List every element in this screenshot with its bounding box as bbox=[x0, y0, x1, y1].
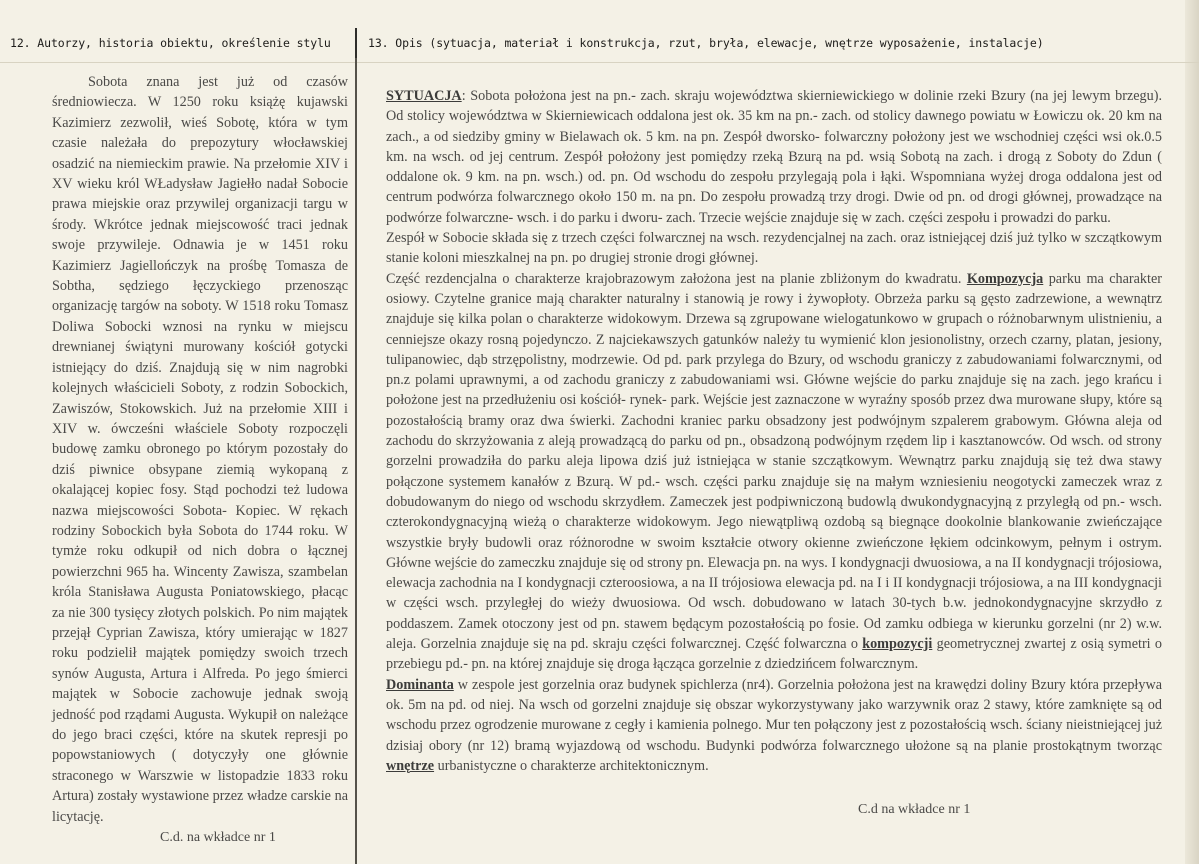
residential-part-paragraph bbox=[386, 269, 1162, 675]
wnetrze-label: wnętrze bbox=[386, 757, 435, 774]
section-12-heading: 12. Autorzy, historia obiektu, określenie stylu bbox=[10, 36, 331, 50]
residential-text-b: parku ma charakter osiowy. Czytelne granice mają charakter naturalny i stanowią je rowy i żywopłoty. Obrzeża parku są gęsto zadrzewione, a wewnątrz znajduje się kilka polan o charakterze widokowym. Drzewa są zgrupowane wielogatunkowo w grupach o różnobarwnym ulistnieniu, a cenniejsze okazy rosną pojedynczo. Z najciekawszych gatunków należy tu wymienić klon jesionolistny, orzech czarny, platan, jesiony, tulipanowiec, dąb strzępolistny, modrzewie. Od pd. park przylega do Bzury, od wschodu graniczy z zabudowaniami folwarcznymi, od pn.z polami uprawnymi, a od zachodu graniczy z zabudowaniami wsi. Główne wejście do parku znajduje się na zach. jego krańcu i położone jest na przedłużeniu osi kościół- rynek- park. Wejście jest zaznaczone w wyraźny sposób przez dwa murowane słupy, które są pozostałością bramy oraz dwa świerki. Zachodni kraniec parku obsadzony jest podwójnym szpalerem grabowym. Główna aleja od zachodu do skrzyżowania z aleją prowadzącą do parku od pn., obsadzoną podwójnym rzędem lip i kasztanowców. Od wsch. od strony gorzelni prowadziła do parku aleja lipowa dziś już istniejąca w stanie szczątkowym. Wewnątrz parku znajdują się też dwa stawy połączone systemem kanałów z Bzurą. W pd.- wsch. części parku znajduje się na małym wzniesieniu neogotycki zameczek wraz z dobudowanym do niego od wschodu skrzydłem. Zameczek jest podpiwniczoną budowlą dwukondygnacyjną z przyległą od pn.- wsch. czterokondygnacyjną wieżą o charakterze widokowym. Jego niewątpliwą ozdobą są biegnące dookolnie blankowanie zwieńczające wszystkie bryły budowli oraz różnorodne w swoim kształcie otwory okienne zwieńczone łękiem odcinkowym, pełnym i ostrym. Główne wejście do zameczku znajduje się od strony pn. Elewacja pn. na wys. I kondygnacji dwuosiowa, a na II kondygnacji trójosiowa, elewacja zachodnia na I kondygnacji czteroosiowa, a na II trójosiowa elewacja pd. na I i II kondygnacji trójosiowa, a na III kondygnacji w części wsch. przyległej do wieży dwuosiowa. Od wsch. dobudowano w latach 30-tych b.w. jednokondygnacyjne skrzydło z poddaszem. Zamek otoczony jest od pn. stawem będącym pozostałością po fosie. Od zamku odbiega w kierunku gorzelni (nr 2) w.w. aleja. Gorzelnia znajduje się na pd. skraju części folwarcznej. Część folwarczna o bbox=[386, 270, 1162, 653]
header-divider bbox=[0, 62, 1199, 63]
history-section bbox=[52, 72, 348, 827]
dominant-text-b: urbanistyczne o charakterze architektonicznym. bbox=[434, 757, 709, 774]
description-continued-note: C.d na wkładce nr 1 bbox=[858, 802, 971, 817]
situation-paragraph bbox=[386, 86, 1162, 228]
history-paragraph: Sobota znana jest już od czasów średniowiecza. W 1250 roku książę kujawski Kazimierz zezwolił, wieś Sobotę, która w tym czasie należała do prepozytury włocławskiej osadzić na niemieckim prawie. Na przełomie XIV i XV wieku król WŁadysław Jagiełło nadał Sobocie prawa miejskie oraz przywilej organizacji targu w środy. Wkrótce jednak miejscowość traci jednak swoje przywileje. Odnawia je w 1451 roku Kazimierz Jagiellończyk na prośbę Tomasza de Sobtha, sędziego łęczyckiego przenosząc organizację targów na soboty. W 1518 roku Tomasz Doliwa Sobocki wznosi na rynku w miejscu drewnianej świątyni murowany kościół gotycki istniejący do dziś. Znajdują się w nim nagrobki kolejnych właścicieli Soboty, z rodzin Sobockich, Zawiszów, Stokowskich. Już na przełomie XIII i XIV w. ówcześni właściele Soboty rozpoczęli budowę zamku obronego po którym pozostały do dziś piwnice obsypane ziemią wykopaną z okalającej kopiec fosy. Stąd pochodzi też ludowa nazwa miejscowości Sobota- Kopiec. W rękach rodziny Sobockich była Sobota do 1744 roku. W tymże roku odkupił od nich dobra o łącznej powierzchni 965 ha. Wincenty Zawisza, szambelan króla Stanisława Augusta Poniatowskiego, płacąc za nie 300 tysięcy złotych polskich. Po nim majątek przejął Cyprian Zawisza, który umierając w 1827 roku podzielił majątek pomiędzy swoich trzech synów Augusta, Artura i Alfreda. Po jego śmierci majątek w Sobocie zachowuje jednak swoją jedność pod rządami Augusta. Wykupił on należące do jego braci części, które na skutek represji po popowstaniowych ( dotyczyły one głównie straconego w Warszwie w listopadzie 1833 roku Artura) zostały wystawione przez władze carskie na licytację. bbox=[52, 74, 348, 825]
history-continued-note: C.d. na wkładce nr 1 bbox=[160, 830, 276, 845]
column-divider-top bbox=[355, 28, 357, 58]
kompozycji-label: kompozycji bbox=[862, 636, 933, 653]
situation-label: SYTUACJA bbox=[386, 88, 462, 104]
description-section bbox=[386, 86, 1162, 776]
residential-text-a: Część rezdencjalna o charakterze krajobrazowym założona jest na planie zbliżonym do kwadratu. bbox=[386, 270, 967, 287]
dominant-paragraph bbox=[386, 675, 1162, 776]
dominant-text-a: w zespole jest gorzelnia oraz budynek spichlerza (nr4). Gorzelnia położona jest na krawędzi doliny Bzury która przepływa ok. 5m na pd. od niej. Na wsch od gorzelni znajduje się obszar wykorzystywany jako warzywnik oraz 2 stawy, które zamknięte są od wschodu przez ogrodzenie murowane z cegły i kamienia polnego. Mur ten połączony jest z pozostałością wsch. ściany nieistniejącej już dzisiaj obory (nr 12) bramą wyjazdową od wschodu. Budynki podwórza folwarcznego ułożone są na planie prostokątnym tworząc bbox=[386, 676, 1162, 754]
residential-text-c: geometrycznej zwartej z osią symetri o przebiegu pd.- pn. na której znajduje się droga łącząca gorzelnie z dziedzińcem folwarcznym. bbox=[386, 636, 1162, 673]
section-13-heading: 13. Opis (sytuacja, materiał i konstrukcja, rzut, bryła, elewacje, wnętrze wyposażenie, instalacje) bbox=[368, 36, 1044, 50]
situation-text: : Sobota położona jest na pn.- zach. skraju województwa skierniewickiego w dolinie rzeki Bzury (na jej lewym brzegu). Od stolicy województwa w Skierniewicach oddalona jest ok. 35 km na pn.- zach. od stolicy dawnego powiatu w Łowiczu ok. 20 km na zach., a od siedziby gminy w Bielawach ok. 5 km. na pn. Zespół dworsko- folwarczny położony jest we wschodniej części wsi ok.0.5 km. na wsch. od jej centrum. Zespół położony jest pomiędzy rzeką Bzurą na pd. wsią Sobotą na zach. i drogą z Soboty do Zdun ( oddalone ok. 9 km. na pn. wsch.) od. pn. Od wschodu do zespołu przylegają pola i łąki. Wspomniana wyżej droga oddalona jest od centrum podwórza folwarcznego około 150 m. na pn. Do zespołu prowadzą trzy drogi. Dwie od pn. od drogi głównej, prowadzące na podwórze folwarczne- wsch. i do parku i dworu- zach. Trzecie wejście znajduje się w zach. części zespołu i prowadzi do parku. bbox=[386, 88, 1162, 226]
kompozycja-label: Kompozycja bbox=[966, 270, 1044, 287]
dominanta-label: Dominanta bbox=[386, 676, 454, 693]
composition-overview-paragraph: Zespół w Sobocie składa się z trzech części folwarcznej na wsch. rezydencjalnej na zach. oraz istniejącej dziś już tylko w szczątkowym stanie koloni mieszkalnej na pn. po drugiej stronie drogi głównej. bbox=[386, 230, 1162, 267]
page-right-edge bbox=[1185, 0, 1199, 864]
column-divider bbox=[355, 34, 357, 864]
